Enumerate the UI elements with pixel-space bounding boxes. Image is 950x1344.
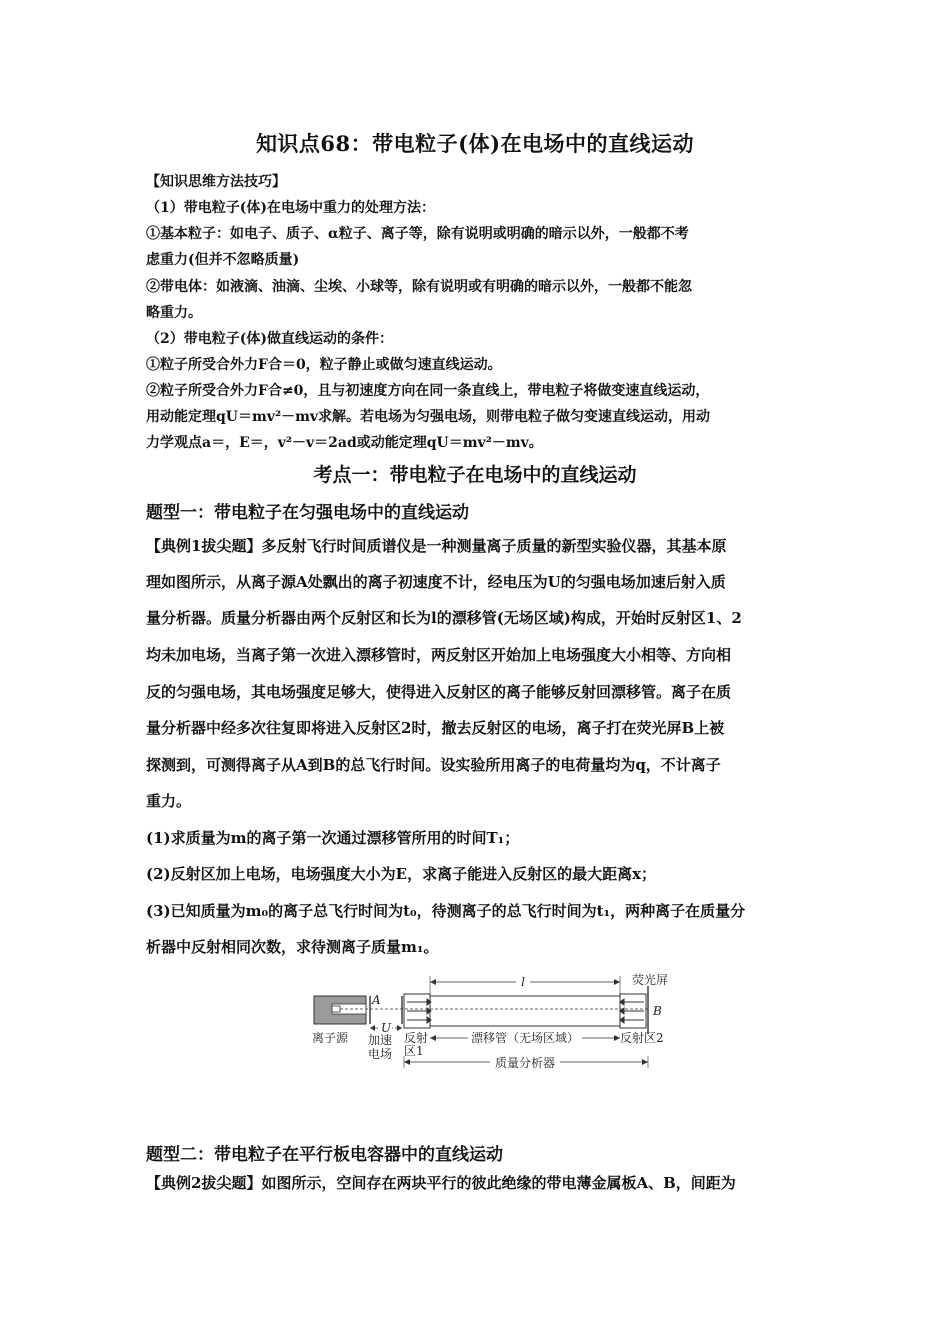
text-line: （1）带电粒子(体)在电场中重力的处理方法：	[146, 200, 435, 216]
label-drift: 漂移管（无场区域）	[470, 1031, 580, 1045]
section-heading: 考点一：带电粒子在电场中的直线运动	[313, 464, 637, 486]
example1-line: 【典例1拔尖题】多反射飞行时间质谱仪是一种测量离子质量的新型实验仪器，其基本原	[146, 537, 727, 555]
example1-line: 均未加电场，当离子第一次进入漂移管时，两反射区开始加上电场强度大小相等、方向相	[146, 646, 732, 664]
label-refl1-1: 反射	[404, 1031, 429, 1045]
method-header: 【知识思维方法技巧】	[146, 174, 286, 190]
label-l: l	[521, 975, 525, 989]
label-refl2: 反射区2	[620, 1031, 664, 1045]
label-U: U	[380, 1021, 392, 1035]
label-refl1-2: 区1	[404, 1044, 424, 1058]
question-3: (3)已知质量为m₀的离子总飞行时间为t₀，待测离子的总飞行时间为t₁，两种离子在质量分	[146, 902, 746, 920]
text-line: ①粒子所受合外力F合＝0，粒子静止或做匀速直线运动。	[146, 357, 502, 373]
question-1: (1)求质量为m的离子第一次通过漂移管所用的时间T₁；	[146, 829, 520, 847]
text-line: 虑重力(但并不忽略质量)	[146, 252, 300, 268]
field-arrows-2	[620, 999, 644, 1023]
text-line: 力学观点a＝，E＝，v²－v＝2ad或动能定理qU＝mv²－mv。	[146, 435, 543, 451]
text-line: 略重力。	[146, 305, 202, 321]
ion-source-nozzle	[332, 1006, 340, 1012]
page-title: 知识点68：带电粒子(体)在电场中的直线运动	[255, 131, 695, 156]
example1-line: 反的匀强电场，其电场强度足够大，使得进入反射区的离子能够反射回漂移管。离子在质	[146, 683, 732, 701]
example1-line: 重力。	[146, 792, 192, 810]
label-screen: 荧光屏	[632, 973, 669, 987]
mass-spectrometer-diagram	[310, 968, 710, 1076]
label-A: A	[372, 993, 381, 1007]
drift-tube	[430, 996, 620, 1026]
text-line: 用动能定理qU＝mv²－mv求解。若电场为匀强电场，则带电粒子做匀变速直线运动，用动	[146, 409, 711, 425]
example2-line: 【典例2拔尖题】如图所示，空间存在两块平行的彼此绝缘的带电薄金属板A、B，间距为	[146, 1174, 736, 1192]
label-B: B	[653, 1004, 662, 1018]
text-line: ①基本粒子：如电子、质子、α粒子、离子等，除有说明或明确的暗示以外，一般都不考	[146, 226, 689, 242]
question-3-cont: 析器中反射相同次数，求待测离子质量m₁。	[146, 938, 439, 956]
text-line: ②粒子所受合外力F合≠0，且与初速度方向在同一条直线上，带电粒子将做变速直线运动，	[146, 383, 710, 399]
example1-line: 探测到，可测得离子从A到B的总飞行时间。设实验所用离子的电荷量均为q，不计离子	[146, 756, 721, 774]
text-line: （2）带电粒子(体)做直线运动的条件：	[146, 331, 393, 347]
text-line: ②带电体：如液滴、油滴、尘埃、小球等，除有说明或有明确的暗示以外，一般都不能忽	[146, 279, 692, 295]
label-accel-2: 电场	[368, 1047, 393, 1061]
example1-line: 理如图所示，从离子源A处飘出的离子初速度不计，经电压为U的匀强电场加速后射入质	[146, 573, 726, 591]
label-accel-1: 加速	[368, 1033, 393, 1047]
field-arrows-1	[407, 999, 431, 1023]
label-analyzer: 质量分析器	[494, 1056, 556, 1070]
example1-line: 量分析器中经多次往复即将进入反射区2时，撤去反射区的电场，离子打在荧光屏B上被	[146, 719, 725, 737]
question-2: (2)反射区加上电场，电场强度大小为E，求离子能进入反射区的最大距离x；	[146, 865, 657, 883]
type2-heading: 题型二：带电粒子在平行板电容器中的直线运动	[146, 1145, 503, 1165]
example1-line: 量分析器。质量分析器由两个反射区和长为l的漂移管(无场区域)构成，开始时反射区1、2	[146, 609, 742, 627]
label-ion-source: 离子源	[312, 1031, 349, 1045]
type1-heading: 题型一：带电粒子在匀强电场中的直线运动	[146, 503, 469, 523]
